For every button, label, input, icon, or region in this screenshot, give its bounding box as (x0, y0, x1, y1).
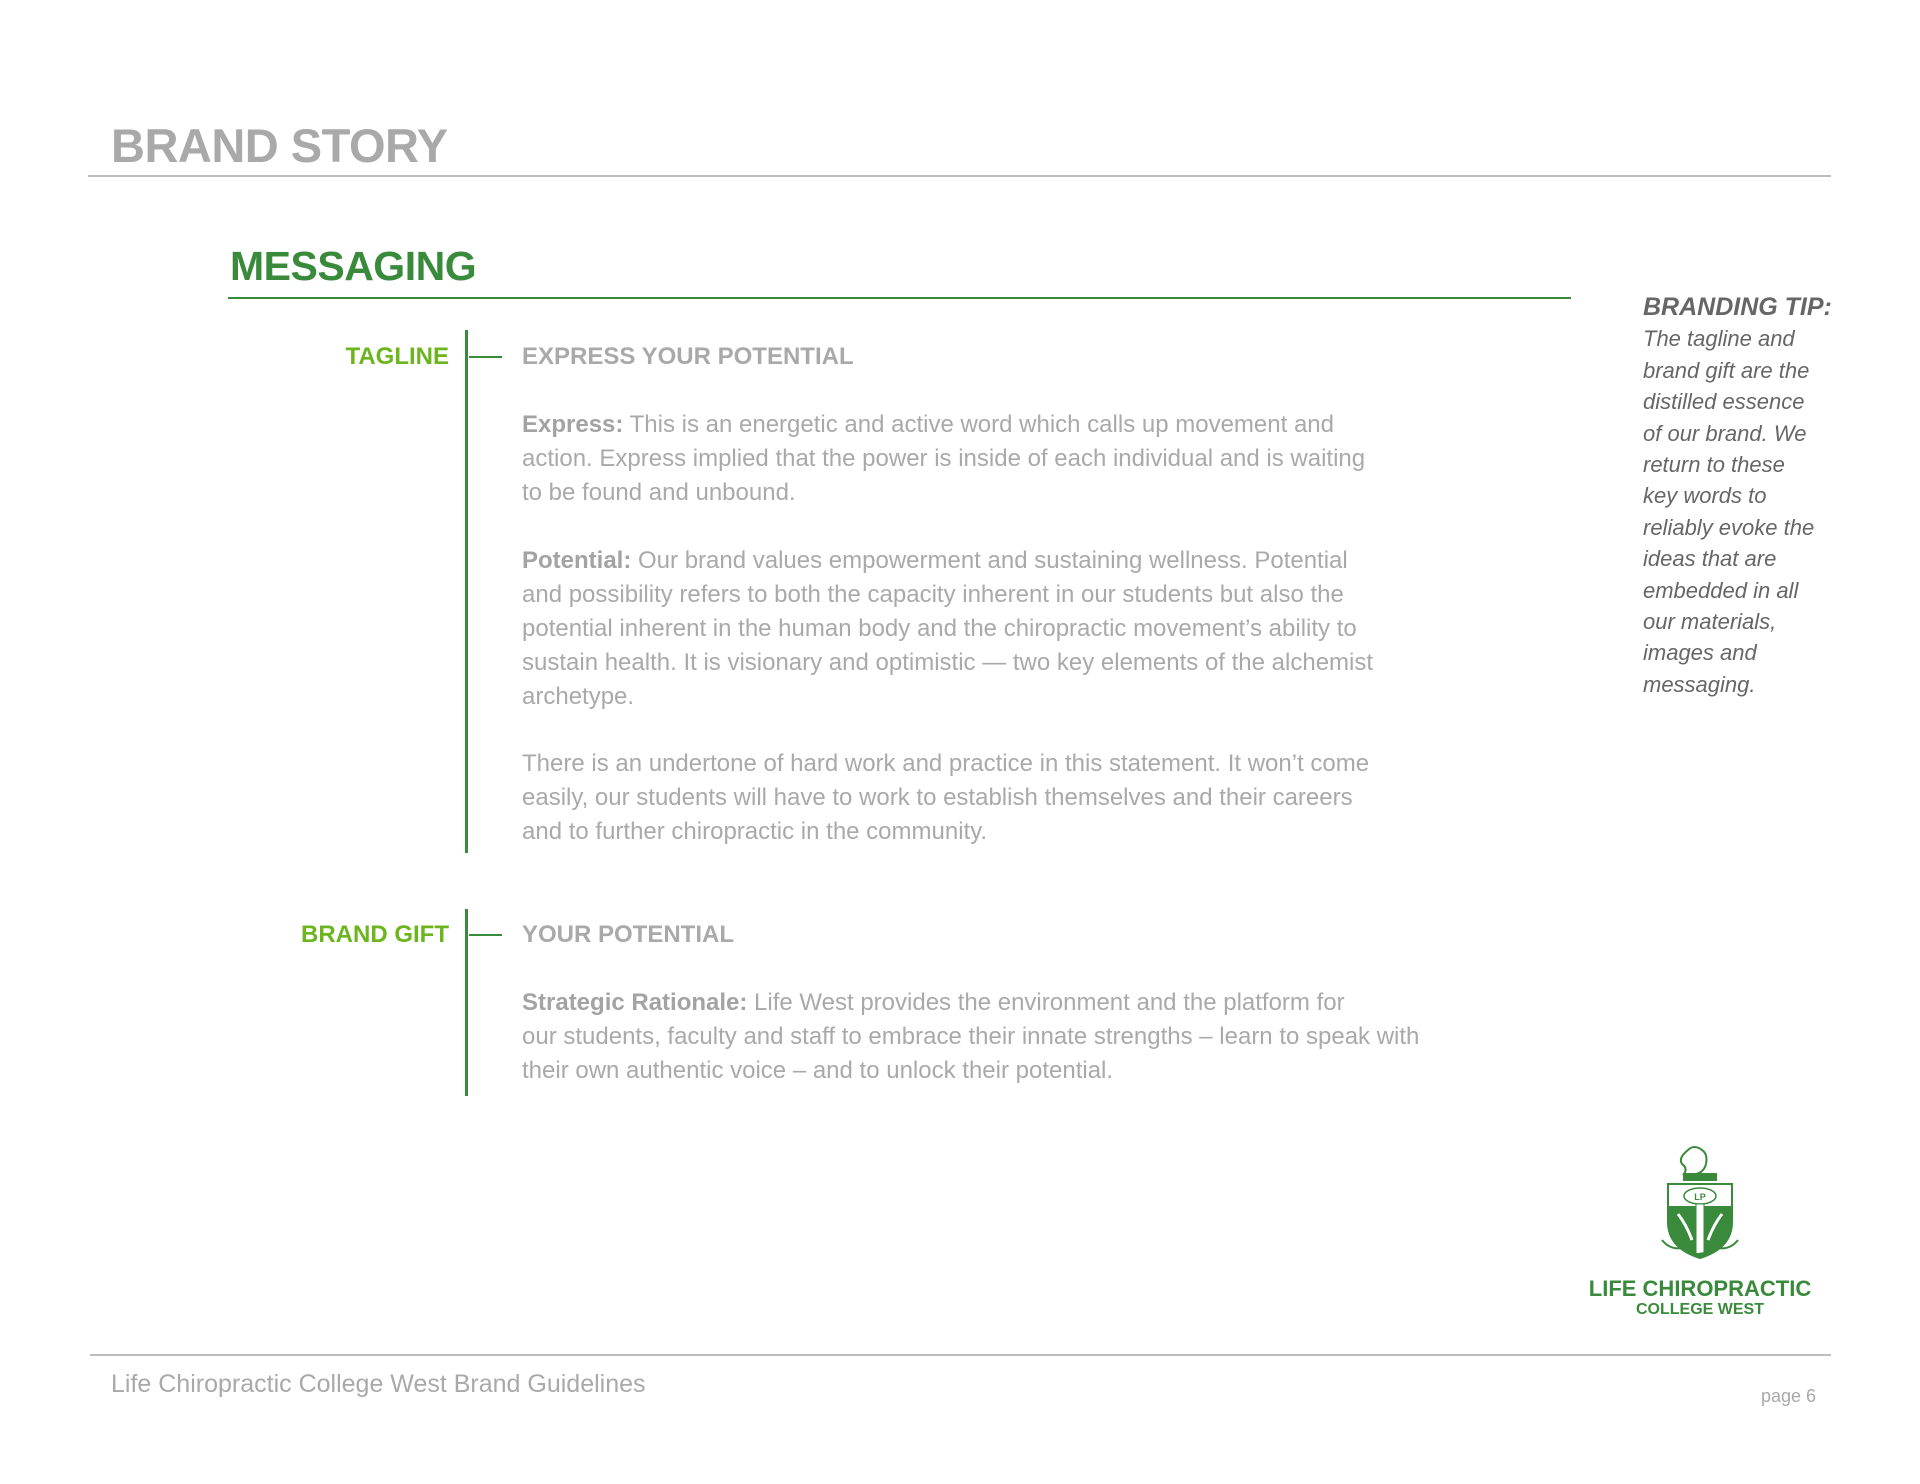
rationale-paragraph (522, 986, 1419, 1088)
section-divider (228, 297, 1571, 299)
tagline-label: TAGLINE (345, 343, 449, 370)
text-line: potential inherent in the human body and the chiropractic movement’s ability to (522, 615, 1357, 642)
page-header-title: BRAND STORY (111, 119, 448, 172)
text-line: There is an undertone of hard work and practice in this statement. It won’t come (522, 750, 1370, 777)
tagline-bracket-line (465, 330, 468, 853)
tip-line: key words to (1643, 483, 1767, 509)
tip-line: ideas that are (1643, 546, 1777, 572)
tip-line: return to these (1643, 452, 1785, 478)
footer-document-title: Life Chiropractic College West Brand Guidelines (111, 1370, 646, 1398)
tagline-tick (469, 356, 502, 358)
text-line: archetype. (522, 683, 635, 710)
tip-line: brand gift are the (1643, 357, 1810, 383)
tip-line: images and (1643, 640, 1757, 666)
tip-line: distilled essence (1643, 389, 1805, 415)
text-line: Life West provides the environment and the platform for (747, 989, 1345, 1016)
brand-gift-bracket-line (465, 909, 468, 1096)
text-line: and to further chiropractic in the community. (522, 818, 988, 845)
tip-line: of our brand. We (1643, 420, 1807, 446)
tip-line: The tagline and (1643, 326, 1795, 352)
text-line: and possibility refers to both the capacity inherent in our students but also the (522, 581, 1344, 608)
tip-line: reliably evoke the (1643, 514, 1815, 540)
text-line: to be found and unbound. (522, 479, 796, 506)
footer-divider (90, 1354, 1831, 1356)
section-title: MESSAGING (230, 243, 477, 289)
undertone-paragraph (522, 747, 1369, 849)
logo-wordmark-line2: COLLEGE WEST (1636, 1301, 1764, 1318)
text-line: Our brand values empowerment and sustaining wellness. Potential (631, 547, 1348, 574)
header-divider (88, 175, 1831, 177)
text-line: easily, our students will have to work to establish themselves and their careers (522, 784, 1353, 811)
branding-tip-title: BRANDING TIP: (1643, 293, 1832, 321)
tagline-heading: EXPRESS YOUR POTENTIAL (522, 343, 854, 370)
logo-wordmark-line1: LIFE CHIROPRACTIC (1588, 1276, 1812, 1301)
tip-line: our materials, (1643, 609, 1777, 635)
text-line: sustain health. It is visionary and optimistic — two key elements of the alchemist (522, 649, 1374, 676)
brand-gift-label: BRAND GIFT (301, 921, 449, 948)
rationale-term: Strategic Rationale: (522, 989, 748, 1016)
potential-paragraph (522, 544, 1373, 714)
text-line: action. Express implied that the power is inside of each individual and is waiting (522, 445, 1366, 472)
page-number: page 6 (1760, 1386, 1816, 1406)
potential-term: Potential: (522, 547, 632, 574)
text-line: This is an energetic and active word which calls up movement and (623, 411, 1334, 438)
text-line: their own authentic voice – and to unlock their potential. (522, 1057, 1114, 1084)
brand-gift-tick (469, 934, 502, 936)
express-paragraph (522, 408, 1365, 510)
brand-gift-heading: YOUR POTENTIAL (522, 921, 735, 948)
text-line: our students, faculty and staff to embrace their innate strengths – learn to speak with (522, 1023, 1420, 1050)
crest-monogram: LP (1694, 1192, 1706, 1202)
express-term: Express: (522, 411, 624, 438)
tip-line: messaging. (1643, 671, 1756, 697)
branding-tip (1643, 292, 1832, 700)
tip-line: embedded in all (1643, 577, 1799, 603)
college-crest-logo (1660, 1144, 1740, 1268)
